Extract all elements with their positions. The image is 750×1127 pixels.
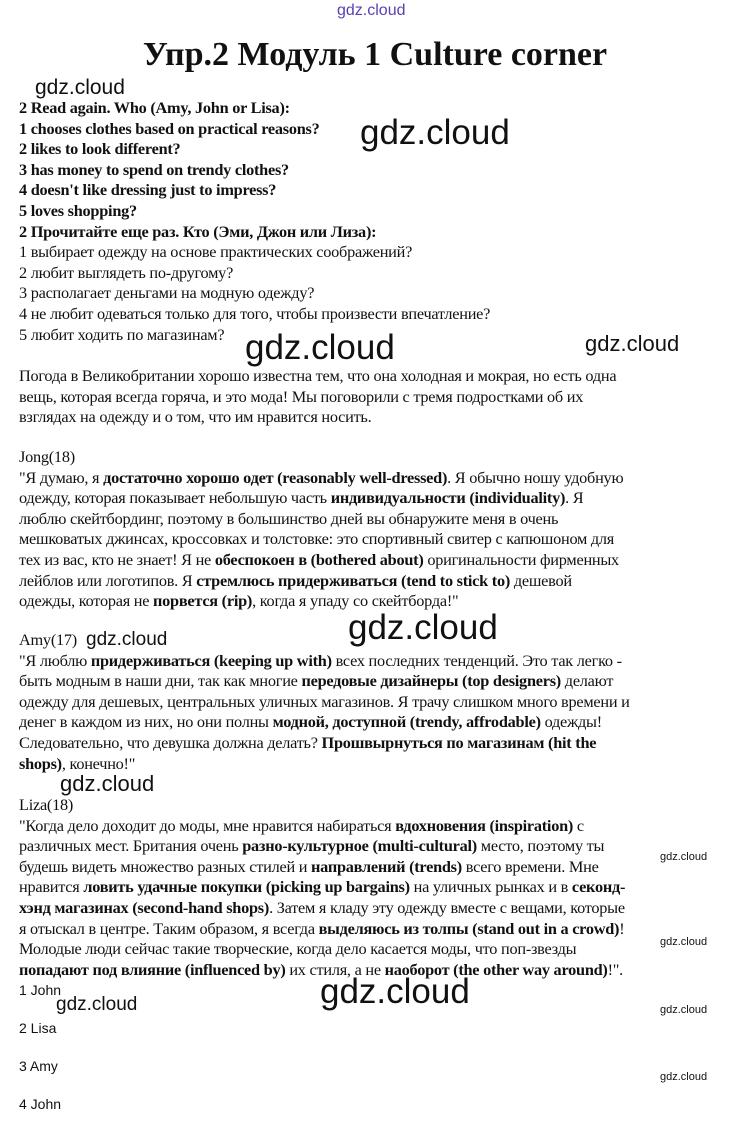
text-line bbox=[19, 263, 490, 284]
bold-term: придерживаться (keeping up with) bbox=[90, 650, 332, 670]
watermark: gdz.cloud bbox=[348, 608, 498, 647]
watermark: gdz.cloud bbox=[86, 629, 168, 650]
text-run: различных мест. Британия очень bbox=[19, 836, 243, 856]
text-run: "Я думаю, я bbox=[19, 467, 104, 487]
text-line bbox=[19, 222, 490, 243]
bold-term: ловить удачные покупки (picking up bargains) bbox=[83, 877, 410, 897]
text-line bbox=[19, 509, 623, 530]
text-line bbox=[19, 242, 490, 263]
text-run: Погода в Великобритании хорошо известна тем, что она холодная и мокрая, но есть одна bbox=[19, 366, 617, 385]
text-run: их стиля, а не bbox=[285, 959, 385, 979]
text-run: 5 любит ходить по магазинам? bbox=[19, 324, 225, 344]
bold-term: 2 likes to look different? bbox=[19, 139, 181, 159]
bold-term: порвется (rip) bbox=[153, 591, 253, 611]
bold-term: передовые дизайнеры (top designers) bbox=[301, 671, 561, 691]
bold-term: достаточно хорошо одет (reasonably well-dressed) bbox=[103, 467, 448, 487]
text-run: оригинальности фирменных bbox=[423, 549, 619, 569]
text-line bbox=[19, 836, 625, 857]
bold-term: Прошвырнуться по магазинам (hit the bbox=[321, 732, 597, 752]
bold-term: хэнд магазинах (second-hand shops) bbox=[19, 897, 270, 917]
text-run: 3 располагает деньгами на модную одежду? bbox=[19, 283, 315, 303]
text-run: Amy(17) bbox=[19, 630, 77, 649]
text-run: денег в каждом из них, но они полны bbox=[19, 712, 273, 732]
text-run: быть модным в наши дни, так как многие bbox=[19, 671, 302, 691]
bold-term: наоборот (the other way around) bbox=[384, 959, 608, 979]
text-run: Молодые люди сейчас такие творческие, когда дело касается моды, что поп-звезды bbox=[19, 939, 577, 959]
bold-term: 2 Read again. Who (Amy, John or Lisa): bbox=[19, 98, 290, 117]
amy-paragraph bbox=[19, 630, 630, 774]
text-run: "Когда дело доходит до моды, мне нравится набираться bbox=[19, 815, 396, 835]
bold-term: вдохновения (inspiration) bbox=[395, 815, 574, 835]
text-run: делают bbox=[560, 671, 614, 691]
text-run: я отыскал в центре. Таким образом, я всегда bbox=[19, 918, 319, 938]
bold-term: обеспокоен в (bothered about) bbox=[214, 549, 424, 569]
text-run: . Я bbox=[565, 488, 584, 508]
text-run: тех из вас, кто не знает! Я не bbox=[19, 549, 215, 569]
text-line bbox=[19, 180, 490, 201]
text-run: одежды! bbox=[540, 712, 602, 732]
text-run: 1 выбирает одежду на основе практических соображений? bbox=[19, 242, 413, 262]
text-line bbox=[19, 201, 490, 222]
text-run: Liza(18) bbox=[19, 795, 74, 814]
text-run: место, поэтому ты bbox=[476, 836, 605, 856]
watermark: gdz.cloud bbox=[660, 1004, 708, 1016]
text-run: взглядах на одежду и о том, что им нравится носить. bbox=[19, 407, 372, 427]
bold-term: направлений (trends) bbox=[311, 856, 462, 876]
text-line bbox=[19, 795, 625, 816]
text-line bbox=[19, 160, 490, 181]
watermark: gdz.cloud bbox=[660, 851, 708, 863]
answer-4: 4 John bbox=[19, 1096, 62, 1112]
watermark: gdz.cloud bbox=[660, 1071, 708, 1083]
text-run: лейблов или логотипов. Я bbox=[19, 570, 197, 590]
text-line bbox=[19, 591, 623, 612]
text-line bbox=[19, 919, 625, 940]
answer-3: 3 Amy bbox=[19, 1058, 58, 1074]
text-run: ! bbox=[619, 918, 625, 938]
watermark: gdz.cloud bbox=[60, 771, 155, 796]
text-run: Следовательно, что девушка должна делать? bbox=[19, 732, 322, 752]
text-run: нравится bbox=[19, 877, 84, 897]
intro-paragraph bbox=[19, 366, 616, 428]
text-line bbox=[19, 712, 630, 733]
text-line bbox=[19, 898, 625, 919]
text-run: !". bbox=[607, 959, 623, 979]
text-line bbox=[19, 816, 625, 837]
text-run: с bbox=[573, 815, 584, 835]
text-line bbox=[19, 550, 623, 571]
text-run: одежду, которая показывает небольшую часть bbox=[19, 488, 331, 508]
watermark: gdz.cloud bbox=[660, 936, 708, 948]
text-run: всего времени. Мне bbox=[461, 856, 599, 876]
text-line bbox=[19, 857, 625, 878]
text-line bbox=[19, 939, 625, 960]
text-line bbox=[19, 733, 630, 754]
text-line bbox=[19, 468, 623, 489]
text-line bbox=[19, 387, 616, 408]
answer-1: 1 John bbox=[19, 982, 62, 998]
bold-term: индивидуальности (individuality) bbox=[330, 488, 566, 508]
text-run: на уличных рынках и в bbox=[409, 877, 572, 897]
watermark: gdz.cloud bbox=[245, 328, 395, 367]
text-run: люблю скейтбординг, поэтому в большинство дней вы обнаружите меня в очень bbox=[19, 508, 559, 528]
bold-term: 2 Прочитайте еще раз. Кто (Эми, Джон или Лиза): bbox=[19, 221, 377, 241]
answer-2: 2 Lisa bbox=[19, 1020, 57, 1036]
text-line bbox=[19, 304, 490, 325]
text-run: , когда я упаду со скейтборда!" bbox=[252, 591, 459, 611]
text-line bbox=[19, 283, 490, 304]
text-run: "Я люблю bbox=[19, 650, 91, 670]
text-line bbox=[19, 671, 630, 692]
bold-term: стремлюсь придерживаться (tend to stick to) bbox=[196, 570, 511, 590]
watermark: gdz.cloud bbox=[35, 76, 125, 99]
text-run: вещь, которая всегда горяча, и это мода! Мы поговорили с тремя подростками об их bbox=[19, 386, 584, 406]
watermark: gdz.cloud bbox=[320, 972, 470, 1011]
bold-term: секонд- bbox=[571, 877, 626, 897]
text-run: дешевой bbox=[510, 570, 572, 590]
watermark: gdz.cloud bbox=[337, 2, 406, 19]
text-run: одежду для дешевых, центральных уличных магазинов. Я трачу слишком много времени и bbox=[19, 691, 630, 711]
bold-term: 5 loves shopping? bbox=[19, 200, 137, 220]
text-run: , конечно!" bbox=[61, 753, 136, 773]
text-line bbox=[19, 651, 630, 672]
text-run: . Затем я кладу эту одежду вместе с вещами, которые bbox=[269, 897, 625, 917]
liza-paragraph bbox=[19, 795, 625, 980]
text-run: 4 не любит одеваться только для того, чтобы произвести впечатление? bbox=[19, 303, 491, 323]
text-run: одежды, которая не bbox=[19, 591, 154, 611]
text-line bbox=[19, 529, 623, 550]
bold-term: попадают под влияние (influenced by) bbox=[19, 959, 286, 979]
bold-term: 4 doesn't like dressing just to impress? bbox=[19, 180, 277, 200]
bold-term: разно-культурное (multi-cultural) bbox=[242, 836, 477, 856]
text-run: 2 любит выглядеть по-другому? bbox=[19, 262, 234, 282]
bold-term: выделяюсь из толпы (stand out in a crowd) bbox=[318, 918, 620, 938]
text-line bbox=[19, 877, 625, 898]
text-line bbox=[19, 447, 623, 468]
text-run: всех последних тенденций. Это так легко - bbox=[331, 650, 622, 670]
text-line bbox=[19, 407, 616, 428]
text-run: мешковатых джинсах, кроссовках и толстовке: это спортивный свитер с капюшоном для bbox=[19, 529, 615, 549]
watermark: gdz.cloud bbox=[360, 113, 510, 152]
watermark: gdz.cloud bbox=[585, 331, 680, 356]
bold-term: shops) bbox=[19, 753, 62, 773]
text-run: будешь видеть множество разных стилей и bbox=[19, 856, 312, 876]
bold-term: 3 has money to spend on trendy clothes? bbox=[19, 159, 289, 179]
text-run: . Я обычно ношу удобную bbox=[447, 467, 624, 487]
text-run: Jong(18) bbox=[19, 447, 75, 466]
text-line bbox=[19, 488, 623, 509]
text-line bbox=[19, 571, 623, 592]
jong-paragraph bbox=[19, 447, 623, 612]
text-line bbox=[19, 366, 616, 387]
bold-term: 1 chooses clothes based on practical reasons? bbox=[19, 118, 320, 138]
page-title: Упр.2 Модуль 1 Culture corner bbox=[142, 36, 608, 73]
text-line bbox=[19, 692, 630, 713]
watermark: gdz.cloud bbox=[56, 994, 138, 1015]
bold-term: модной, доступной (trendy, affrodable) bbox=[272, 712, 541, 732]
